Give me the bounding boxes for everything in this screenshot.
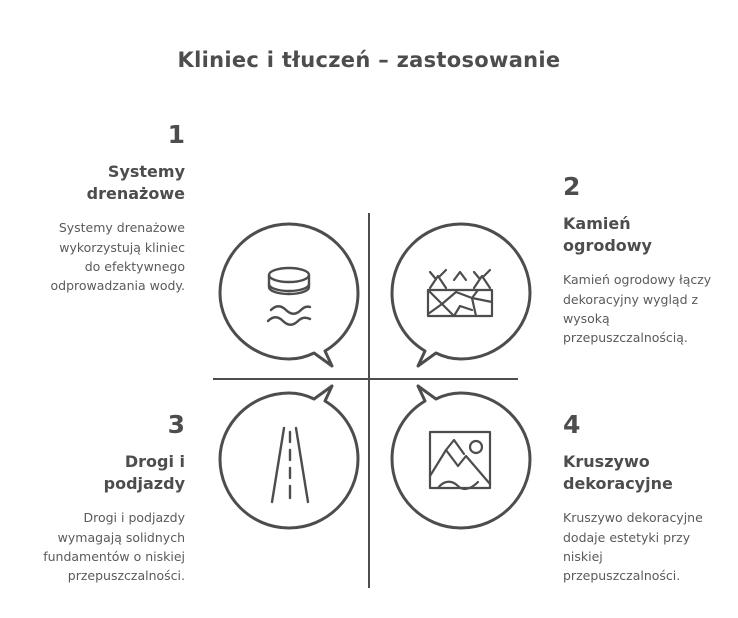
drainage-layers-icon — [268, 268, 310, 325]
item-3-number: 3 — [167, 410, 185, 439]
item-4-text: Kruszywo dekoracyjne dodaje estetyki przy niskiej przepuszczalności. — [563, 510, 703, 584]
item-1-heading: Systemy drenażowe — [86, 162, 185, 203]
item-4 — [563, 412, 723, 586]
item-4-heading: Kruszywo dekoracyjne — [563, 452, 673, 493]
item-2-text: Kamień ogrodowy łączy dekoracyjny wygląd z wysoką przepuszczalnością. — [563, 272, 712, 346]
garden-stones-icon — [428, 270, 492, 316]
bubble-2 — [386, 218, 536, 372]
road-icon — [272, 428, 308, 502]
item-3-text: Drogi i podjazdy wymagają solidnych fundamentów o niskiej przepuszczalności. — [43, 510, 185, 584]
bubble-1 — [214, 218, 364, 372]
item-1-text: Systemy drenażowe wykorzystują kliniec do efektywnego odprowadzania wody. — [50, 220, 185, 294]
decorative-landscape-icon — [430, 432, 490, 489]
bubble-3 — [214, 384, 364, 538]
divider-horizontal — [213, 378, 518, 380]
divider-vertical — [368, 213, 370, 588]
page-title: Kliniec i tłuczeń – zastosowanie — [177, 48, 561, 72]
item-2-heading: Kamień ogrodowy — [563, 214, 652, 255]
item-3 — [40, 412, 185, 586]
item-1-number: 1 — [167, 120, 185, 149]
item-4-number: 4 — [563, 410, 581, 439]
item-2-number: 2 — [563, 172, 581, 201]
item-2 — [563, 174, 723, 348]
item-3-heading: Drogi i podjazdy — [103, 452, 185, 493]
bottom-edge — [0, 600, 738, 618]
item-1 — [40, 122, 185, 296]
bubble-4 — [386, 384, 536, 538]
